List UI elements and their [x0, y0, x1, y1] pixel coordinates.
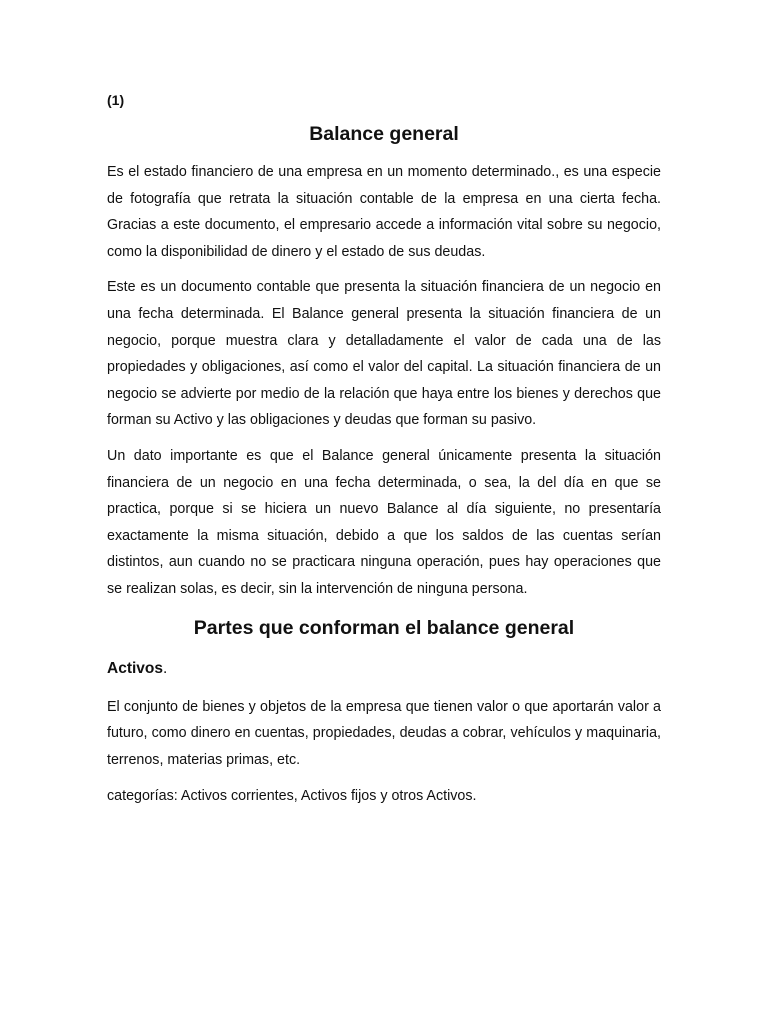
paragraph-categories: categorías: Activos corrientes, Activos fijos y otros Activos. [107, 788, 477, 805]
activos-heading [107, 656, 661, 682]
page-number: (1) [107, 92, 125, 108]
activos-heading-label: Activos [107, 659, 163, 677]
paragraph-definition: Este es un documento contable que presenta la situación financiera de un negocio en una fecha determinada. El Balance general presenta la situación financiera de un negocio, porque muestra clara y detalladamente el valor de cada una de las propiedades y obligaciones, así como el valor del capital. La situación financiera de un negocio se advierte por medio de la relación que haya entre los bienes y derechos que forman su Activo y las obligaciones y deudas que forman su pasivo. [107, 279, 661, 429]
section-title: Partes que conforman el balance general [193, 616, 575, 639]
paragraph-important-note: Un dato importante es que el Balance general únicamente presenta la situación financiera de un negocio en una fecha determinada, o sea, la del día en que se practica, porque si se hiciera un nuevo Balance al día siguiente, no presentaría exactamente la misma situación, debido a que los saldos de las cuentas serían distintos, aun cuando no se practicara ninguna operación, pues hay operaciones que se realizan solas, es decir, sin la intervención de ninguna persona. [107, 447, 661, 597]
document-title: Balance general [309, 123, 459, 145]
activos-heading-suffix: . [163, 659, 168, 677]
paragraph-activos: El conjunto de bienes y objetos de la empresa que tienen valor o que aportarán valor a futuro, como dinero en cuentas, propiedades, deudas a cobrar, vehículos y maquinaria, terrenos, materias primas, etc. [107, 698, 661, 768]
paragraph-intro: Es el estado financiero de una empresa en un momento determinado., es una especie de fotografía que retrata la situación contable de la empresa en una cierta fecha. Gracias a este documento, el empresario accede a información vital sobre su negocio, como la disponibilidad de dinero y el estado de sus deudas. [107, 164, 661, 260]
document-page [107, 91, 661, 810]
